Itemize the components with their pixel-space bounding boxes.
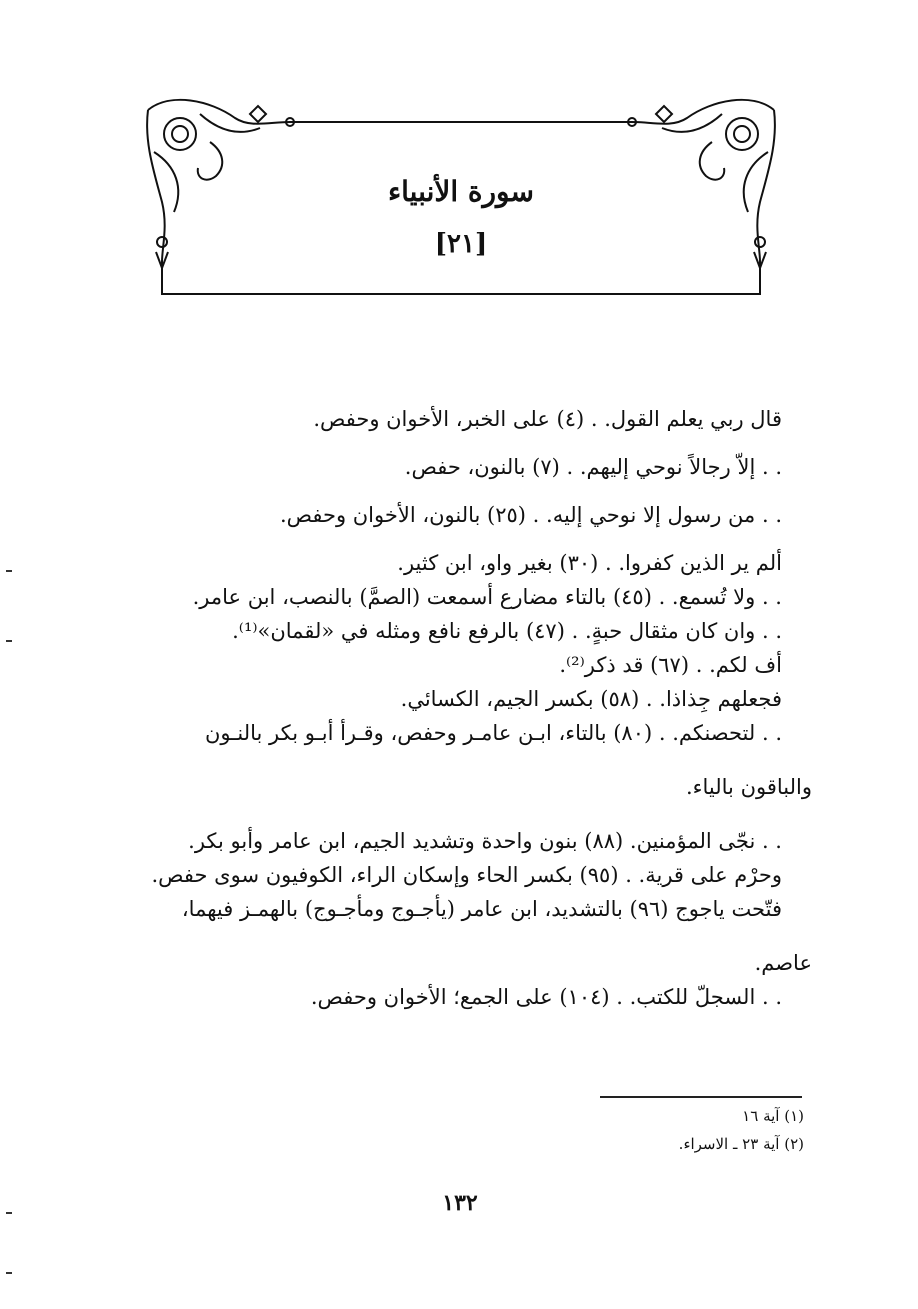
- text-line: قال ربي يعلم القول. . (٤) على الخبر، الأخوان وحفص.: [313, 407, 782, 431]
- text-line: . . لتحصنكم. . (٨٠) بالتاء، ابـن عامـر وحفص، وقـرأ أبـو بكر بالنـون: [204, 721, 782, 745]
- text-line: والباقون بالياء.: [685, 775, 812, 799]
- scan-mark: [6, 640, 12, 642]
- footnote-divider: [600, 1096, 802, 1098]
- surah-title: سورة الأنبياء: [387, 175, 534, 208]
- scan-mark: [6, 570, 12, 572]
- scan-mark: [6, 1272, 12, 1274]
- text-line: . . من رسول إلا نوحي إليه. . (٢٥) بالنون، الأخوان وحفص.: [279, 503, 782, 527]
- text-line: . . وان كان مثقال حبةٍ. . (٤٧) بالرفع نافع ومثله في «لقمان»⁽¹⁾.: [232, 619, 782, 643]
- page-number: ١٣٢: [442, 1190, 478, 1216]
- text-line: ألم ير الذين كفروا. . (٣٠) بغير واو، ابن كثير.: [397, 551, 782, 575]
- text-line: فجعلهم جِذاذا. . (٥٨) بكسر الجيم، الكسائي.: [400, 687, 782, 711]
- text-line: . . السجلّ للكتب. . (١٠٤) على الجمع؛ الأخوان وحفص.: [310, 985, 782, 1009]
- text-line: أف لكم. . (٦٧) قد ذكر⁽²⁾.: [559, 653, 782, 677]
- text-line: وحرْم على قرية. . (٩٥) بكسر الحاء وإسكان الراء، الكوفيون سوى حفص.: [151, 863, 782, 887]
- scan-mark: [6, 1212, 12, 1214]
- text-line: . . ولا تُسمع. . (٤٥) بالتاء مضارع أسمعت (الصمَّ) بالنصب، ابن عامر.: [192, 585, 782, 609]
- text-line: عاصم.: [754, 951, 812, 975]
- title-block: [140, 170, 782, 264]
- footnote: (١) آية ١٦: [742, 1107, 804, 1125]
- text-body: [100, 404, 812, 1016]
- footnote: (٢) آية ٢٣ ـ الاسراء.: [678, 1135, 804, 1153]
- text-line: فتّحت ياجوج (٩٦) بالتشديد، ابن عامر (يأجـوج ومأجـوج) بالهمـز فيهما،: [181, 897, 782, 921]
- text-line: . . نجّى المؤمنين. (٨٨) بنون واحدة وتشديد الجيم، ابن عامر وأبو بكر.: [188, 829, 782, 853]
- surah-number: [٢١]: [434, 229, 488, 259]
- text-line: . . إلاّ رجالاً نوحي إليهم. . (٧) بالنون، حفص.: [404, 455, 782, 479]
- footnotes: [500, 1102, 804, 1158]
